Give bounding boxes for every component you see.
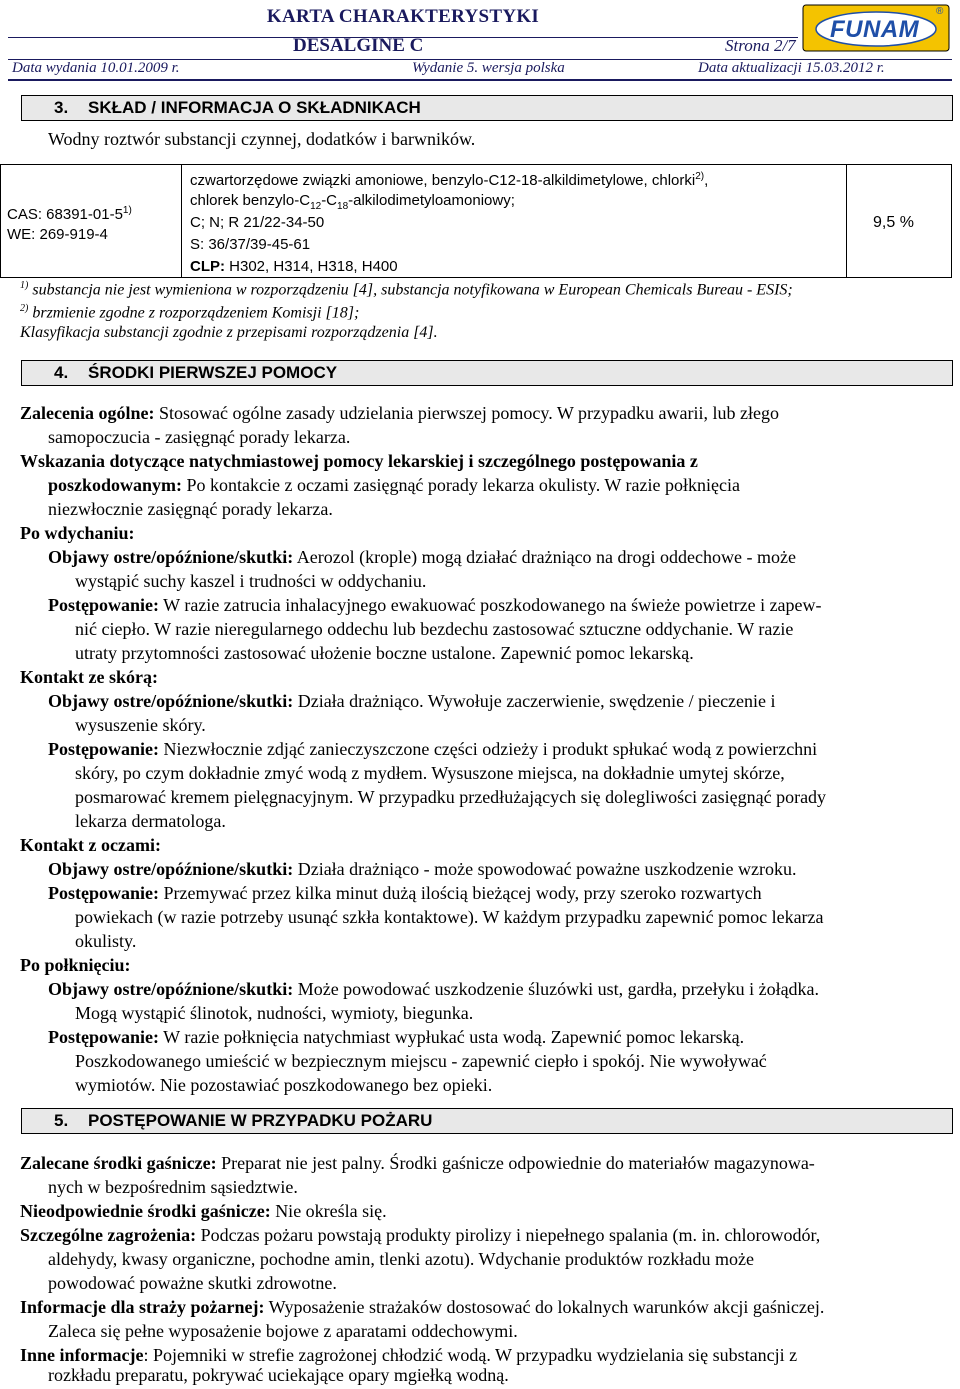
- skin-procedure-cont: lekarza dermatologa.: [75, 811, 226, 831]
- logo-text: FUNAM: [830, 16, 920, 43]
- footnote-ref: 2): [695, 171, 705, 182]
- text: chlorek benzylo-C: [190, 192, 311, 209]
- issue-date: Data wydania 10.01.2009 r.: [12, 60, 180, 76]
- section-title: SKŁAD / INFORMACJA O SKŁADNIKACH: [88, 98, 421, 117]
- eye-title: Kontakt z oczami:: [20, 835, 161, 855]
- we-number: WE: 269-919-4: [7, 226, 108, 243]
- skin-procedure-cont: skóry, po czym dokładnie zmyć wodą z mydłem. Wysuszone miejsca, na dokładnie umytej skórze,: [75, 763, 785, 783]
- text: Przemywać przez kilka minut dużą ilością bieżącej wody, przy szeroko rozwartych: [159, 883, 762, 903]
- document-title: KARTA CHARAKTERYSTYKI: [266, 6, 540, 27]
- footnote-text: substancja nie jest wymieniona w rozporządzeniu [4], substancja notyfikowana w European Chemicals Bureau - ESIS;: [28, 281, 793, 299]
- text: Nie określa się.: [270, 1201, 387, 1221]
- text: -alkilodimetyloamoniowy;: [348, 192, 515, 209]
- composition-intro: Wodny roztwór substancji czynnej, dodatków i barwników.: [48, 129, 476, 149]
- edition: Wydanie 5. wersja polska: [412, 60, 565, 76]
- clp-value: H302, H314, H318, H400: [225, 258, 398, 275]
- label: Informacje dla straży pożarnej:: [20, 1297, 265, 1317]
- label: Postępowanie:: [48, 883, 159, 903]
- special-hazards-cont: powodować poważne skutki zdrowotne.: [48, 1273, 337, 1293]
- label: Objawy ostre/opóźnione/skutki:: [48, 859, 294, 879]
- label: poszkodowanym:: [48, 475, 183, 495]
- text: Może powodować uszkodzenie śluzówki ust, gardła, przełyku i żołądka.: [293, 979, 820, 999]
- text: Podczas pożaru powstają produkty pirolizy i niepełnego spalania (m. in. chlorowodór,: [196, 1225, 821, 1245]
- firefighter-info: [20, 1297, 824, 1318]
- clp-label: CLP:: [190, 258, 225, 275]
- special-hazards: [20, 1225, 820, 1246]
- classification-r: C; N; R 21/22-34-50: [190, 214, 325, 231]
- extinguishing-media: [20, 1153, 815, 1174]
- substance-name-line2: [190, 192, 515, 212]
- page-number: Strona 2/7: [725, 36, 796, 55]
- footnote-mark: 1): [20, 280, 29, 291]
- inhalation-title: Po wdychaniu:: [20, 523, 135, 543]
- footnote-mark: 2): [20, 303, 29, 314]
- ingestion-symptoms-cont: Mogą wystąpić ślinotok, nudności, wymioty, biegunka.: [75, 1003, 474, 1023]
- ingestion-procedure-cont: Poszkodowanego umieścić w bezpiecznym miejscu - zapewnić ciepło i spokój. Nie wywoływać: [75, 1051, 767, 1071]
- label: Zalecenia ogólne:: [20, 403, 155, 423]
- subscript: 12: [310, 201, 322, 212]
- eye-symptoms: [48, 859, 797, 880]
- text: Wyposażenie strażaków dostosować do lokalnych warunków akcji gaśniczej.: [264, 1297, 825, 1317]
- eye-procedure: [48, 883, 762, 904]
- concentration: 9,5 %: [873, 214, 914, 231]
- identifiers-cell: [0, 164, 182, 278]
- skin-procedure-cont: posmarować kremem pielęgnacyjnym. W przypadku przedłużających się dolegliwości zasięgnąć porady: [75, 787, 827, 807]
- other-info-cont: rozkładu preparatu, pokrywać uciekające opary mgiełką wodną.: [48, 1365, 509, 1385]
- inhalation-symptoms-cont: wystąpić suchy kaszel i trudności w oddychaniu.: [75, 571, 427, 591]
- eye-procedure-cont: okulisty.: [75, 931, 137, 951]
- label: Postępowanie:: [48, 739, 159, 759]
- classification-clp: [190, 258, 398, 275]
- general-advice-cont: samopoczucia - zasięgnąć porady lekarza.: [48, 427, 351, 447]
- label: Objawy ostre/opóźnione/skutki:: [48, 979, 294, 999]
- inhalation-procedure-cont: nić ciepło. W razie nieregularnego oddechu lub bezdechu zastosować sztuczne oddychanie. W razie: [75, 619, 794, 639]
- text: W razie zatrucia inhalacyjnego ewakuować poszkodowanego na świeże powietrze i zapew-: [159, 595, 822, 615]
- section-number: 5.: [54, 1111, 69, 1130]
- skin-symptoms-cont: wysuszenie skóry.: [75, 715, 206, 735]
- text: Po kontakcie z oczami zasięgnąć porady lekarza okulisty. W razie połknięcia: [182, 475, 740, 495]
- text: Działa drażniąco. Wywołuje zaczerwienie, swędzenie / pieczenie i: [293, 691, 776, 711]
- product-name: DESALGINE C: [293, 35, 424, 56]
- other-info: [20, 1345, 797, 1366]
- section-4-header: [21, 360, 953, 386]
- label: Postępowanie:: [48, 1027, 159, 1047]
- text: Działa drażniąco - może spowodować poważne uszkodzenie wzroku.: [293, 859, 797, 879]
- identifiers: [7, 201, 132, 245]
- urgent-advice-cont: niezwłocznie zasięgnąć porady lekarza.: [48, 499, 333, 519]
- inhalation-symptoms: [48, 547, 796, 568]
- footnote-2: [20, 303, 359, 322]
- inhalation-procedure: [48, 595, 822, 616]
- classification-note: Klasyfikacja substancji zgodnie z przepisami rozporządzenia [4].: [20, 324, 438, 341]
- urgent-label: Wskazania dotyczące natychmiastowej pomocy lekarskiej i szczególnego postępowania z: [20, 451, 698, 471]
- label: Postępowanie:: [48, 595, 159, 615]
- text: W razie połknięcia natychmiast wypłukać usta wodą. Zapewnić pomoc lekarską.: [159, 1027, 745, 1047]
- unsuitable-media: [20, 1201, 387, 1222]
- skin-procedure: [48, 739, 817, 760]
- cas-number: CAS: 68391-01-5: [7, 206, 123, 223]
- section-number: 3.: [54, 98, 69, 117]
- section-title: POSTĘPOWANIE W PRZYPADKU POŻARU: [88, 1111, 433, 1130]
- ingestion-procedure-cont: wymiotów. Nie pozostawiać poszkodowanego bez opieki.: [75, 1075, 493, 1095]
- label: Inne informacje: [20, 1345, 144, 1365]
- special-hazards-cont: aldehydy, kwasy organiczne, pochodne amin, tlenki azotu). Wdychanie produktów rozkładu może: [48, 1249, 754, 1269]
- skin-title: Kontakt ze skórą:: [20, 667, 158, 687]
- label: Zalecane środki gaśnicze:: [20, 1153, 217, 1173]
- section-5-header: [21, 1108, 953, 1134]
- eye-procedure-cont: powiekach (w razie potrzeby usunąć szkła kontaktowe). W każdym przypadku zapewnić pomoc lekarza: [75, 907, 824, 927]
- label: Nieodpowiednie środki gaśnicze:: [20, 1201, 271, 1221]
- text: -C: [321, 192, 338, 209]
- text: Niezwłocznie zdjąć zanieczyszczone części odzieży i produkt spłukać wodą z powierzchni: [159, 739, 818, 759]
- firefighter-info-cont: Zaleca się pełne wyposażenie bojowe z aparatami oddechowymi.: [48, 1321, 518, 1341]
- ingestion-title: Po połknięciu:: [20, 955, 131, 975]
- subscript: 18: [337, 201, 349, 212]
- urgent-advice: [48, 475, 740, 496]
- classification-s: S: 36/37/39-45-61: [190, 236, 311, 253]
- extinguishing-media-cont: nych w bezpośrednim sąsiedztwie.: [48, 1177, 298, 1197]
- general-advice: [20, 403, 779, 424]
- ingestion-symptoms: [48, 979, 819, 1000]
- text: Preparat nie jest palny. Środki gaśnicze odpowiednie do materiałów magazynowa-: [216, 1153, 815, 1173]
- punctuation: ,: [704, 172, 709, 189]
- text: : Pojemniki w strefie zagrożonej chłodzić wodą. W przypadku wydzielania się substancji z: [143, 1345, 798, 1365]
- label: Objawy ostre/opóźnione/skutki:: [48, 547, 294, 567]
- label: Szczególne zagrożenia:: [20, 1225, 197, 1245]
- footnote-1: [20, 280, 793, 299]
- label: Objawy ostre/opóźnione/skutki:: [48, 691, 294, 711]
- inhalation-procedure-cont: utraty przytomności zastosować ułożenie boczne ustalone. Zapewnić pomoc lekarską.: [75, 643, 694, 663]
- cas-footnote-ref: 1): [122, 205, 132, 216]
- header-divider: [8, 79, 952, 81]
- section-title: ŚRODKI PIERWSZEJ POMOCY: [88, 363, 338, 382]
- substance-name: czwartorzędowe związki amoniowe, benzylo-C12-18-alkildimetylowe, chlorki: [190, 172, 696, 189]
- update-date: Data aktualizacji 15.03.2012 r.: [698, 60, 885, 76]
- logo-registered-mark: ®: [936, 6, 944, 17]
- section-number: 4.: [54, 363, 69, 382]
- section-3-header: [21, 95, 953, 121]
- text: Stosować ogólne zasady udzielania pierwszej pomocy. W przypadku awarii, lub złego: [154, 403, 779, 423]
- footnote-text: brzmienie zgodne z rozporządzeniem Komisji [18];: [28, 304, 360, 322]
- text: Aerozol (krople) mogą działać drażniąco na drogi oddechowe - może: [293, 547, 796, 567]
- substance-name-line1: [190, 171, 708, 189]
- skin-symptoms: [48, 691, 776, 712]
- ingestion-procedure: [48, 1027, 744, 1048]
